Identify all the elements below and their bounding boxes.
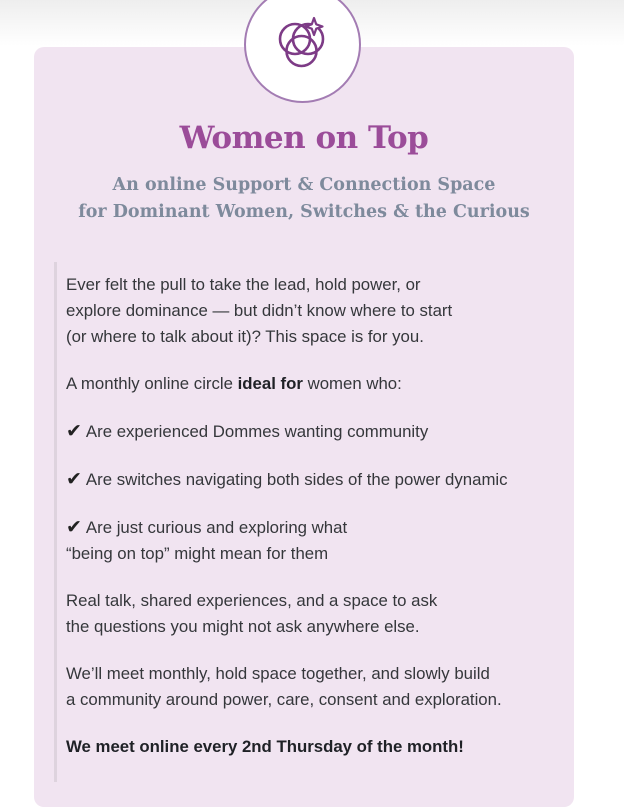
subtitle-line: for Dominant Women, Switches & the Curious <box>78 202 530 222</box>
checklist-text: Are experienced Dommes wanting community <box>85 422 429 441</box>
talk-line: the questions you might not ask anywhere else. <box>66 617 420 636</box>
page-title: Women on Top <box>179 120 429 156</box>
page-subtitle <box>34 172 574 226</box>
circle-paragraph <box>66 371 566 397</box>
meet-line: We’ll meet monthly, hold space together, and slowly build <box>66 664 490 683</box>
intro-line: Ever felt the pull to take the lead, hold power, or <box>66 275 421 294</box>
checklist-text: Are just curious and exploring what <box>85 518 348 537</box>
circle-text: women who: <box>302 374 402 393</box>
check-icon: ✔ <box>66 516 82 538</box>
intro-line: (or where to talk about it)? This space is for you. <box>66 327 424 346</box>
schedule-paragraph <box>66 734 566 760</box>
checklist-item <box>66 466 566 493</box>
meet-line: a community around power, care, consent and exploration. <box>66 690 502 709</box>
checklist-text: Are switches navigating both sides of the power dynamic <box>85 470 508 489</box>
talk-line: Real talk, shared experiences, and a space to ask <box>66 591 438 610</box>
checklist-item <box>66 418 566 445</box>
intro-line: explore dominance — but didn’t know where to start <box>66 301 453 320</box>
checklist-text: “being on top” might mean for them <box>66 544 329 563</box>
schedule-text: We meet online every 2nd Thursday of the month! <box>66 737 464 756</box>
circle-bold-text: ideal for <box>237 374 303 393</box>
checklist-item <box>66 514 566 567</box>
venn-star-icon <box>270 12 336 78</box>
check-icon: ✔ <box>66 468 82 490</box>
subtitle-line: An online Support & Connection Space <box>112 175 496 195</box>
circle-text: A monthly online circle <box>66 374 238 393</box>
meet-paragraph <box>66 661 566 713</box>
intro-paragraph <box>66 272 566 350</box>
description <box>66 272 566 781</box>
quote-bar <box>54 262 57 782</box>
talk-paragraph <box>66 588 566 640</box>
check-icon: ✔ <box>66 420 82 442</box>
